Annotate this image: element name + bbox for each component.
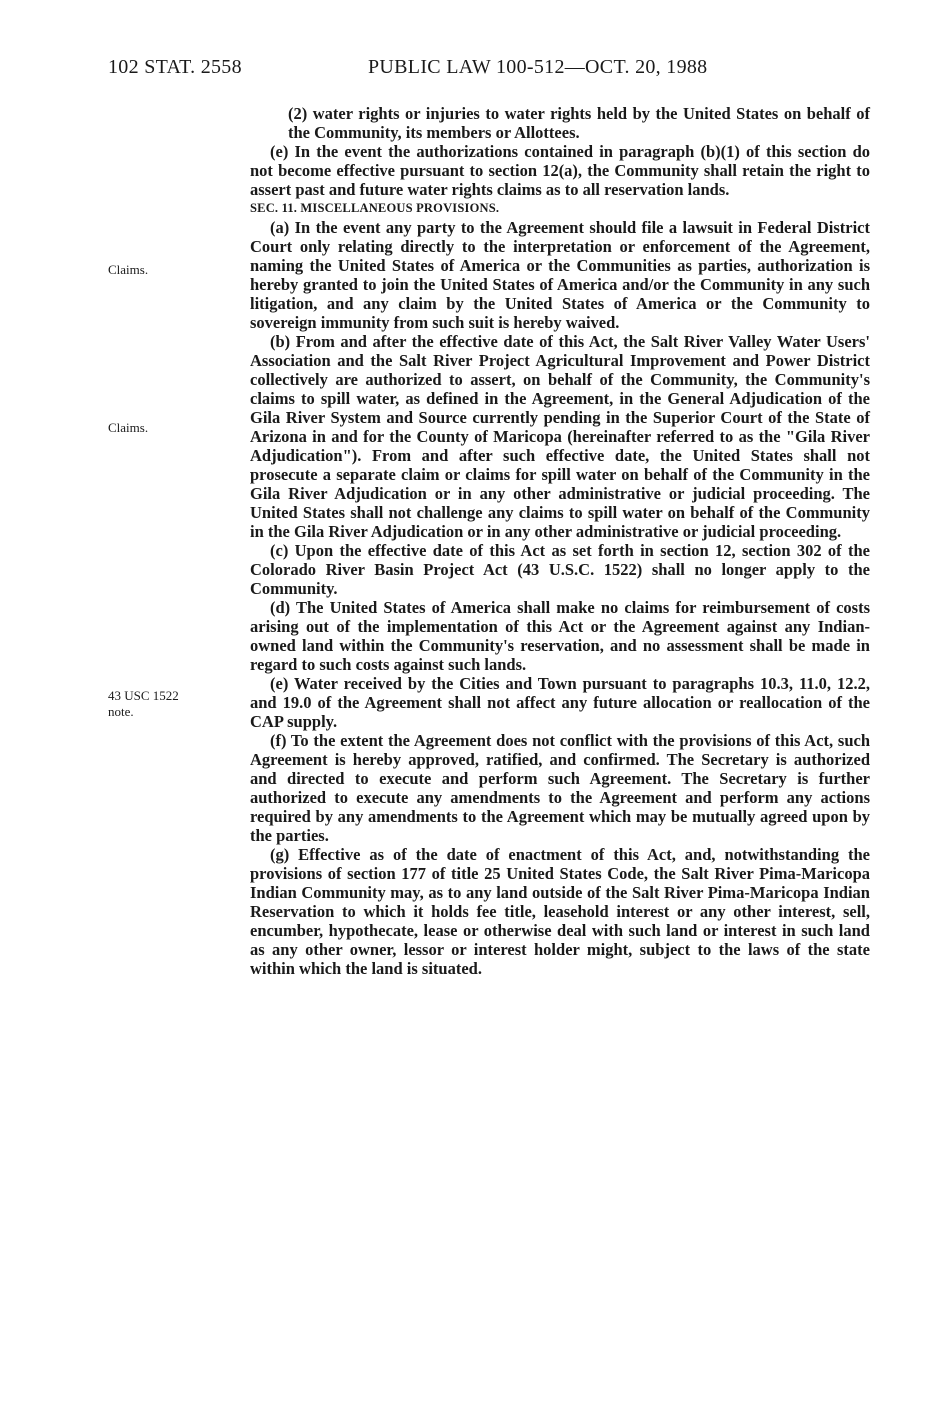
paragraph-11c: (c) Upon the effective date of this Act as set forth in section 12, section 302 of the Colorado River Basin Project Act (43 U.S.C. 1522) shall no longer apply to the Community. <box>250 541 870 598</box>
paragraph-11e: (e) Water received by the Cities and Town pursuant to paragraphs 10.3, 11.0, 12.2, and 19.0 of the Agreement shall not affect any future allocation or reallocation of the CAP supply. <box>250 674 870 731</box>
paragraph-11a: (a) In the event any party to the Agreement should file a lawsuit in Federal District Court only relating directly to the interpretation or enforcement of the Agreement, naming the United States of America or the Communities as parties, authorization is hereby granted to join the United States of America and/or the Community in any such litigation, and any claim by the United States of America or the Community to sovereign immunity from such suit is hereby waived. <box>250 218 870 332</box>
margin-note-usc-line: 43 USC 1522 <box>108 688 179 703</box>
margin-note-claims: Claims. <box>108 262 149 277</box>
paragraph-d2: (2) water rights or injuries to water rights held by the United States on behalf of the Community, its members or Allottees. <box>288 104 870 142</box>
paragraph-11d: (d) The United States of America shall make no claims for reimbursement of costs arising out of the implementation of this Act or the Agreement against any Indian-owned land within the Community's reservation, and no assessment shall be made in regard to such costs against such lands. <box>250 598 870 674</box>
margin-note-usc-citation <box>108 688 179 720</box>
section-heading: SEC. 11. MISCELLANEOUS PROVISIONS. <box>250 201 500 215</box>
public-law-title: PUBLIC LAW 100-512—OCT. 20, 1988 <box>368 56 708 78</box>
paragraph-11b: (b) From and after the effective date of this Act, the Salt River Valley Water Users' Association and the Salt River Project Agricultural Improvement and Power District collectively are authorized to assert, on behalf of the Community, the Community's claims to spill water, as defined in the Agreement, in the General Adjudication of the Gila River System and Source currently pending in the Superior Court of the State of Arizona in and for the County of Maricopa (hereinafter referred to as the "Gila River Adjudication"). From and after such effective date, the United States shall not prosecute a separate claim or claims for spill water on behalf of the Community in the Gila River Adjudication or in any other administrative or judicial proceeding. The United States shall not challenge any claims to spill water on behalf of the Community in the Gila River Adjudication or in any other administrative or judicial proceeding. <box>250 332 870 541</box>
paragraph-11g: (g) Effective as of the date of enactment of this Act, and, notwithstanding the provisions of section 177 of title 25 United States Code, the Salt River Pima-Maricopa Indian Community may, as to any land outside of the Salt River Pima-Maricopa Indian Reservation to which it holds fee title, leasehold interest or any other interest, sell, encumber, hypothecate, lease or otherwise deal with such land or interest in such land as any other owner, lessor or interest holder might, subject to the laws of the state within which the land is situated. <box>250 845 870 978</box>
margin-note-claims: Claims. <box>108 420 149 435</box>
paragraph-11f: (f) To the extent the Agreement does not conflict with the provisions of this Act, such Agreement is hereby approved, ratified, and confirmed. The Secretary is authorized and directed to execute and perform such Agreement. The Secretary is further authorized to execute any amendments to the Agreement and perform any actions required by any amendments to the Agreement which may be mutually agreed upon by the parties. <box>250 731 870 845</box>
stat-citation: 102 STAT. 2558 <box>108 56 242 78</box>
statute-body <box>250 104 870 978</box>
page-header <box>108 56 873 86</box>
paragraph-e: (e) In the event the authorizations contained in paragraph (b)(1) of this section do not become effective pursuant to section 12(a), the Community shall retain the right to assert past and future water rights claims as to all reservation lands. <box>250 142 870 199</box>
margin-note-usc-line: note. <box>108 704 134 719</box>
